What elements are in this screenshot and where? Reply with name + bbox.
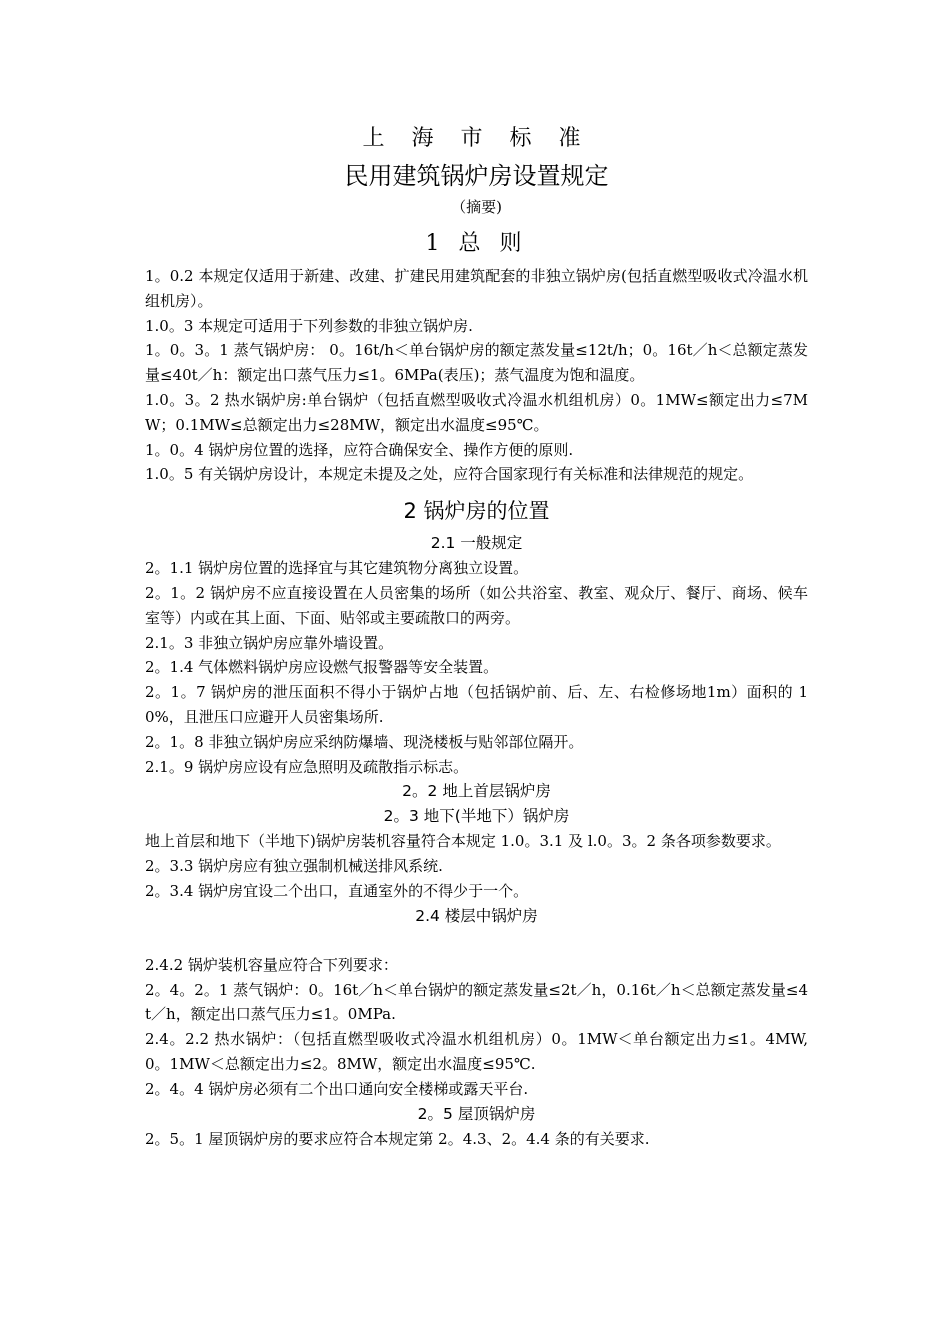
paragraph: 1。0.2 本规定仅适用于新建、改建、扩建民用建筑配套的非独立锅炉房(包括直燃型吸收式冷温水机组机房）。 (145, 267, 808, 310)
paragraph: 2。3.4 锅炉房宜设二个出口，直通室外的不得少于一个。 (145, 881, 529, 900)
paragraph: 2。3.3 锅炉房应有独立强制机械送排风系统. (145, 857, 443, 876)
paragraph: 1.0。3 本规定可适用于下列参数的非独立锅炉房. (145, 316, 473, 335)
abstract-label: （摘要) (451, 198, 502, 216)
paragraph: 1.0。5 有关锅炉房设计，本规定未提及之处，应符合国家现行有关标准和法律规范的规定。 (145, 465, 754, 484)
paragraph: 2.1。9 锅炉房应设有应急照明及疏散指示标志。 (145, 757, 469, 776)
paragraph: 2.4。2.2 热水锅炉：（包括直燃型吸收式冷温水机组机房）0。1MW＜单台额定出力≤1。4MW,0。1MW＜总额定出力≤2。8MW，额定出水温度≤95℃. (145, 1030, 808, 1073)
section-2-4-title: 2.4 楼层中锅炉房 (415, 906, 538, 925)
section-2-1-body (145, 556, 808, 779)
document-title: 民用建筑锅炉房设置规定 (344, 162, 609, 190)
paragraph: 1。0。3。1 蒸气锅炉房： 0。16t/h＜单台锅炉房的额定蒸发量≤12t/h；0。16t／h＜总额定蒸发量≤40t／h：额定出口蒸气压力≤1。6MPa(表压)；蒸气温度为饱和温度。 (145, 341, 808, 385)
paragraph: 2。5。1 屋顶锅炉房的要求应符合本规定第 2。4.3、2。4.4 条的有关要求. (145, 1129, 650, 1148)
paragraph: 2。1.1 锅炉房位置的选择宜与其它建筑物分离独立设置。 (145, 559, 529, 578)
section-2-3-title: 2。3 地下(半地下）锅炉房 (383, 807, 570, 826)
section-2-2-title: 2。2 地上首层锅炉房 (402, 782, 551, 801)
paragraph: 1。0。4 锅炉房位置的选择，应符合确保安全、操作方便的原则. (145, 440, 574, 459)
section-2-5-body (145, 1127, 808, 1152)
chapter-1-body (145, 264, 808, 487)
paragraph: 2.4.2 锅炉装机容量应符合下列要求： (145, 955, 398, 974)
section-2-1-title: 2.1 一般规定 (430, 534, 523, 553)
section-2-3-body (145, 829, 808, 903)
paragraph: 2。1.4 气体燃料锅炉房应设燃气报警器等安全装置。 (145, 658, 499, 677)
paragraph: 地上首层和地下（半地下)锅炉房装机容量符合本规定 1.0。3.1 及 l.0。3。2 条各项参数要求。 (145, 832, 781, 851)
chapter-1-title: 1 总 则 (425, 231, 528, 256)
document-page (145, 118, 808, 1151)
section-2-4-body (145, 953, 808, 1102)
blank-line (145, 929, 808, 953)
paragraph: 1.0。3。2 热水锅炉房:单台锅炉（包括直燃型吸收式冷温水机组机房）0。1MW≤额定出力≤7MW；0.1MW≤总额定出力≤28MW，额定出水温度≤95℃。 (145, 390, 808, 434)
section-2-5-title: 2。5 屋顶锅炉房 (417, 1104, 536, 1123)
paragraph: 2。4。2。1 蒸气锅炉：0。16t／h＜单台锅炉的额定蒸发量≤2t／h，0.16t／h＜总额定蒸发量≤4t／h，额定出口蒸气压力≤1。0MPa. (145, 980, 808, 1024)
paragraph: 2。1。2 锅炉房不应直接设置在人员密集的场所（如公共浴室、教室、观众厅、餐厅、商场、候车室等）内或在其上面、下面、贴邻或主要疏散口的两旁。 (145, 583, 808, 627)
chapter-2-title: 2 锅炉房的位置 (403, 499, 550, 524)
paragraph: 2.1。3 非独立锅炉房应靠外墙设置。 (145, 633, 394, 652)
standard-heading: 上 海 市 标 准 (362, 126, 591, 151)
paragraph: 2。1。7 锅炉房的泄压面积不得小于锅炉占地（包括锅炉前、后、左、右检修场地1m）面积的 10%，且泄压口应避开人员密集场所. (145, 683, 808, 726)
paragraph: 2。4。4 锅炉房必须有二个出口通向安全楼梯或露天平台. (145, 1079, 529, 1098)
paragraph: 2。1。8 非独立锅炉房应采纳防爆墙、现浇楼板与贴邻部位隔开。 (145, 732, 584, 751)
